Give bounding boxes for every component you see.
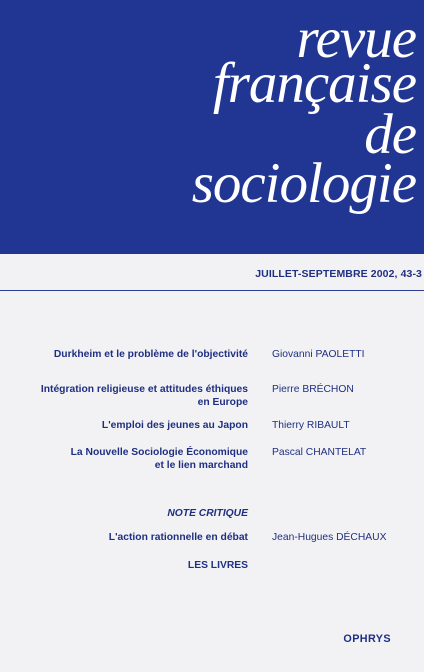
books-section-heading: LES LIVRES: [187, 560, 248, 571]
article-title: [0, 383, 248, 409]
divider-rule: [0, 290, 424, 291]
journal-title-line-1: revue: [296, 7, 416, 70]
article-title-line-2: en Europe: [197, 397, 248, 408]
masthead-banner: [0, 0, 424, 254]
article-author: Thierry RIBAULT: [272, 420, 350, 431]
article-author: Pierre BRÉCHON: [272, 384, 354, 395]
article-title-line-1: Intégration religieuse et attitudes éthiques: [40, 384, 248, 395]
article-author: Pascal CHANTELAT: [272, 447, 367, 458]
article-author: Giovanni PAOLETTI: [272, 349, 365, 360]
article-title: Durkheim et le problème de l'objectivité: [53, 349, 248, 360]
journal-title-line-4: sociologie: [191, 152, 416, 215]
toc-entry: [0, 446, 424, 486]
note-critique-title: L'action rationnelle en débat: [108, 532, 248, 543]
issue-date: JUILLET-SEPTEMBRE 2002, 43-3: [255, 268, 422, 280]
note-critique-heading: NOTE CRITIQUE: [167, 508, 248, 519]
article-title-line-1: La Nouvelle Sociologie Économique: [70, 447, 248, 458]
toc-entry: [0, 383, 424, 423]
article-title: [0, 446, 248, 472]
article-title: L'emploi des jeunes au Japon: [101, 420, 248, 431]
journal-title-line-3: de: [364, 103, 416, 166]
journal-title-line-2: française: [212, 52, 416, 115]
publisher-name: OPHRYS: [343, 633, 391, 645]
toc-entry: [0, 348, 424, 388]
note-critique-author: Jean-Hugues DÉCHAUX: [272, 532, 387, 543]
article-title-line-2: et le lien marchand: [154, 460, 248, 471]
